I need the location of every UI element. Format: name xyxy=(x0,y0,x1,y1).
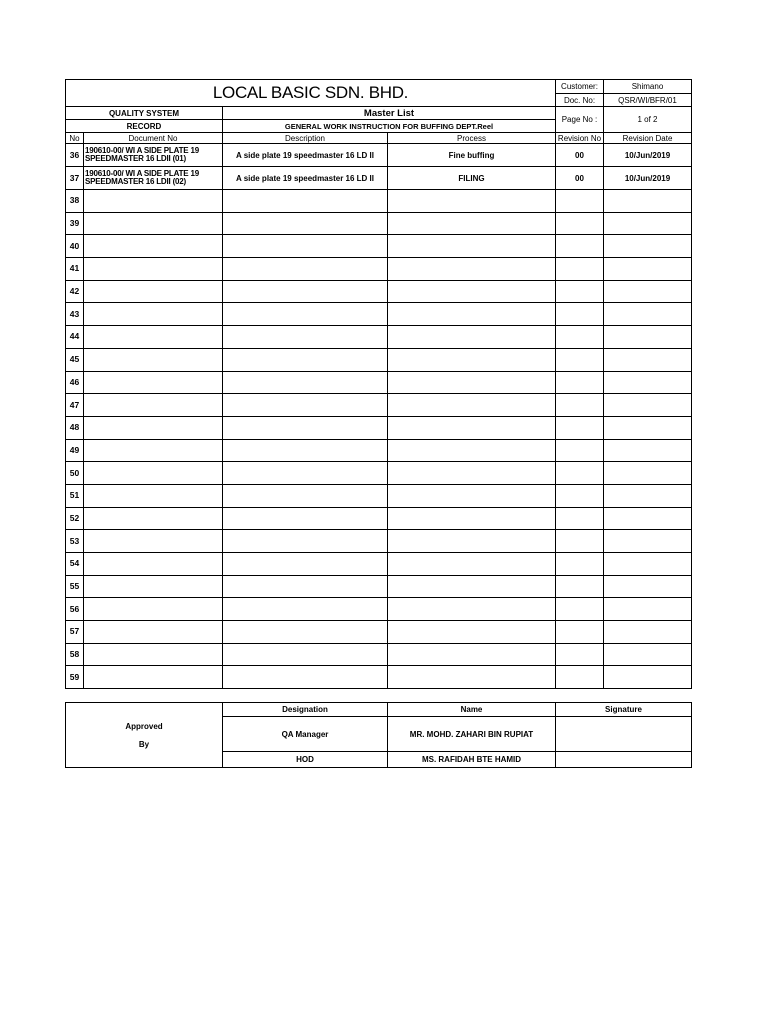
designation-header: Designation xyxy=(223,703,388,717)
table-row xyxy=(66,643,692,666)
table-row xyxy=(66,235,692,258)
document-no-cell[interactable] xyxy=(84,394,223,417)
row-number: 54 xyxy=(66,553,84,576)
process-cell[interactable] xyxy=(388,258,556,281)
process-cell[interactable] xyxy=(388,439,556,462)
document-no-cell[interactable] xyxy=(84,235,223,258)
table-row xyxy=(66,439,692,462)
revision-no-cell[interactable] xyxy=(556,348,604,371)
table-row xyxy=(66,530,692,553)
description-cell[interactable] xyxy=(223,258,388,281)
revision-date-cell: 10/Jun/2019 xyxy=(604,144,692,167)
signature-cell[interactable] xyxy=(556,717,692,752)
process-cell[interactable] xyxy=(388,507,556,530)
document-no-cell[interactable] xyxy=(84,190,223,213)
row-number: 44 xyxy=(66,326,84,349)
company-name: LOCAL BASIC SDN. BHD. xyxy=(66,80,556,107)
col-header-no: No xyxy=(66,133,84,144)
col-header-revision-no: Revision No xyxy=(556,133,604,144)
revision-no-cell[interactable] xyxy=(556,326,604,349)
process-cell: Fine buffing xyxy=(388,144,556,167)
document-no-cell[interactable] xyxy=(84,371,223,394)
revision-date-cell[interactable] xyxy=(604,258,692,281)
revision-date-cell[interactable] xyxy=(604,326,692,349)
table-row xyxy=(66,212,692,235)
record-label: RECORD xyxy=(66,120,223,133)
description-cell[interactable] xyxy=(223,666,388,689)
row-number: 50 xyxy=(66,462,84,485)
revision-no-cell[interactable] xyxy=(556,235,604,258)
document-no-cell[interactable] xyxy=(84,484,223,507)
process-cell[interactable] xyxy=(388,598,556,621)
row-number: 36 xyxy=(66,144,84,167)
col-header-document-no: Document No xyxy=(84,133,223,144)
name-cell: MS. RAFIDAH BTE HAMID xyxy=(388,752,556,768)
col-header-description: Description xyxy=(223,133,388,144)
revision-date-cell[interactable] xyxy=(604,348,692,371)
description-cell[interactable] xyxy=(223,235,388,258)
table-row xyxy=(66,575,692,598)
master-list-sheet xyxy=(65,79,691,689)
name-header: Name xyxy=(388,703,556,717)
revision-date-cell[interactable] xyxy=(604,416,692,439)
revision-no-cell: 00 xyxy=(556,144,604,167)
description-cell[interactable] xyxy=(223,212,388,235)
row-number: 47 xyxy=(66,394,84,417)
revision-date-cell[interactable] xyxy=(604,462,692,485)
description-cell[interactable] xyxy=(223,462,388,485)
table-row xyxy=(66,598,692,621)
signature-header: Signature xyxy=(556,703,692,717)
process-cell[interactable] xyxy=(388,348,556,371)
process-cell[interactable] xyxy=(388,462,556,485)
document-no-cell[interactable] xyxy=(84,416,223,439)
col-header-revision-date: Revision Date xyxy=(604,133,692,144)
master-list-table xyxy=(65,79,692,689)
row-number: 37 xyxy=(66,167,84,190)
description-cell[interactable] xyxy=(223,326,388,349)
designation-cell: HOD xyxy=(223,752,388,768)
process-cell[interactable] xyxy=(388,575,556,598)
revision-no-cell[interactable] xyxy=(556,303,604,326)
revision-date-cell[interactable] xyxy=(604,598,692,621)
revision-date-cell[interactable] xyxy=(604,280,692,303)
description-cell[interactable] xyxy=(223,621,388,644)
document-no-cell xyxy=(84,144,223,167)
row-number: 53 xyxy=(66,530,84,553)
description-cell[interactable] xyxy=(223,348,388,371)
doc-no-label: Doc. No: xyxy=(556,94,604,107)
table-row xyxy=(66,280,692,303)
revision-date-cell[interactable] xyxy=(604,303,692,326)
document-no-line: 190610-00/ WI A SIDE PLATE 19 xyxy=(85,168,199,178)
revision-date-cell[interactable] xyxy=(604,439,692,462)
revision-no-cell[interactable] xyxy=(556,507,604,530)
document-no-line: SPEEDMASTER 16 LDII (01) xyxy=(85,154,187,163)
description-cell[interactable] xyxy=(223,190,388,213)
revision-no-cell[interactable] xyxy=(556,371,604,394)
process-cell[interactable] xyxy=(388,371,556,394)
description-cell[interactable] xyxy=(223,507,388,530)
name-cell: MR. MOHD. ZAHARI BIN RUPIAT xyxy=(388,717,556,752)
row-number: 43 xyxy=(66,303,84,326)
document-no-cell[interactable] xyxy=(84,212,223,235)
revision-no-cell[interactable] xyxy=(556,416,604,439)
signature-cell[interactable] xyxy=(556,752,692,768)
revision-no-cell[interactable] xyxy=(556,190,604,213)
revision-no-cell[interactable] xyxy=(556,530,604,553)
revision-no-cell: 00 xyxy=(556,167,604,190)
revision-date-cell[interactable] xyxy=(604,484,692,507)
description-cell[interactable] xyxy=(223,416,388,439)
table-row xyxy=(66,303,692,326)
designation-cell: QA Manager xyxy=(223,717,388,752)
revision-date-cell[interactable] xyxy=(604,212,692,235)
process-cell[interactable] xyxy=(388,326,556,349)
row-number: 52 xyxy=(66,507,84,530)
process-cell[interactable] xyxy=(388,280,556,303)
revision-date-cell[interactable] xyxy=(604,235,692,258)
master-list-subtitle: GENERAL WORK INSTRUCTION FOR BUFFING DEPT.Reel xyxy=(223,120,556,133)
process-cell[interactable] xyxy=(388,416,556,439)
row-number: 42 xyxy=(66,280,84,303)
table-row xyxy=(66,416,692,439)
table-row xyxy=(66,394,692,417)
revision-date-cell: 10/Jun/2019 xyxy=(604,167,692,190)
revision-no-cell[interactable] xyxy=(556,280,604,303)
revision-date-cell[interactable] xyxy=(604,621,692,644)
page-no-value: 1 of 2 xyxy=(604,107,692,133)
description-cell: A side plate 19 speedmaster 16 LD II xyxy=(223,144,388,167)
row-number: 45 xyxy=(66,348,84,371)
table-row xyxy=(66,348,692,371)
description-cell[interactable] xyxy=(223,553,388,576)
revision-no-cell[interactable] xyxy=(556,212,604,235)
table-row xyxy=(66,507,692,530)
by-text: By xyxy=(138,739,150,749)
revision-no-cell[interactable] xyxy=(556,621,604,644)
revision-date-cell[interactable] xyxy=(604,394,692,417)
row-number: 41 xyxy=(66,258,84,281)
table-row xyxy=(66,553,692,576)
row-number: 59 xyxy=(66,666,84,689)
description-cell[interactable] xyxy=(223,575,388,598)
row-number: 40 xyxy=(66,235,84,258)
document-no-cell[interactable] xyxy=(84,553,223,576)
document-no-cell[interactable] xyxy=(84,462,223,485)
process-cell[interactable] xyxy=(388,190,556,213)
document-no-line: SPEEDMASTER 16 LDII (02) xyxy=(85,177,187,186)
revision-no-cell[interactable] xyxy=(556,643,604,666)
description-cell[interactable] xyxy=(223,530,388,553)
process-cell[interactable] xyxy=(388,303,556,326)
document-no-cell[interactable] xyxy=(84,258,223,281)
master-list-title: Master List xyxy=(223,107,556,120)
revision-date-cell[interactable] xyxy=(604,190,692,213)
revision-date-cell[interactable] xyxy=(604,643,692,666)
document-no-cell[interactable] xyxy=(84,621,223,644)
table-row xyxy=(66,326,692,349)
row-number: 55 xyxy=(66,575,84,598)
row-number: 51 xyxy=(66,484,84,507)
description-cell[interactable] xyxy=(223,643,388,666)
process-cell[interactable] xyxy=(388,484,556,507)
description-cell[interactable] xyxy=(223,280,388,303)
document-no-cell[interactable] xyxy=(84,666,223,689)
revision-no-cell[interactable] xyxy=(556,575,604,598)
description-cell[interactable] xyxy=(223,371,388,394)
description-cell[interactable] xyxy=(223,439,388,462)
revision-date-cell[interactable] xyxy=(604,371,692,394)
customer-value: Shimano xyxy=(604,80,692,94)
revision-date-cell[interactable] xyxy=(604,666,692,689)
process-cell[interactable] xyxy=(388,212,556,235)
row-number: 57 xyxy=(66,621,84,644)
page-no-label: Page No : xyxy=(556,107,604,133)
process-cell[interactable] xyxy=(388,621,556,644)
table-row xyxy=(66,621,692,644)
row-number: 38 xyxy=(66,190,84,213)
description-cell: A side plate 19 speedmaster 16 LD II xyxy=(223,167,388,190)
process-cell[interactable] xyxy=(388,530,556,553)
row-number: 56 xyxy=(66,598,84,621)
revision-no-cell[interactable] xyxy=(556,439,604,462)
row-number: 48 xyxy=(66,416,84,439)
table-row xyxy=(66,167,692,190)
process-cell[interactable] xyxy=(388,553,556,576)
document-no-cell[interactable] xyxy=(84,303,223,326)
document-no-cell[interactable] xyxy=(84,598,223,621)
process-cell[interactable] xyxy=(388,394,556,417)
table-row xyxy=(66,371,692,394)
document-no-cell[interactable] xyxy=(84,439,223,462)
table-row xyxy=(66,144,692,167)
revision-no-cell[interactable] xyxy=(556,484,604,507)
document-no-cell[interactable] xyxy=(84,643,223,666)
document-no-cell[interactable] xyxy=(84,348,223,371)
table-row xyxy=(66,258,692,281)
description-cell[interactable] xyxy=(223,303,388,326)
revision-no-cell[interactable] xyxy=(556,258,604,281)
document-no-line: 190610-00/ WI A SIDE PLATE 19 xyxy=(85,145,199,155)
revision-date-cell[interactable] xyxy=(604,575,692,598)
col-header-process: Process xyxy=(388,133,556,144)
revision-no-cell[interactable] xyxy=(556,462,604,485)
quality-system-label: QUALITY SYSTEM xyxy=(66,107,223,120)
row-number: 39 xyxy=(66,212,84,235)
document-no-cell[interactable] xyxy=(84,530,223,553)
table-row xyxy=(66,666,692,689)
row-number: 46 xyxy=(66,371,84,394)
approved-by-label xyxy=(66,703,223,768)
row-number: 49 xyxy=(66,439,84,462)
description-cell[interactable] xyxy=(223,394,388,417)
row-number: 58 xyxy=(66,643,84,666)
process-cell: FILING xyxy=(388,167,556,190)
revision-date-cell[interactable] xyxy=(604,530,692,553)
doc-no-value: QSR/WI/BFR/01 xyxy=(604,94,692,107)
table-row xyxy=(66,462,692,485)
revision-no-cell[interactable] xyxy=(556,394,604,417)
revision-no-cell[interactable] xyxy=(556,598,604,621)
document-no-cell[interactable] xyxy=(84,575,223,598)
approved-text: Approved xyxy=(125,721,163,731)
revision-no-cell[interactable] xyxy=(556,666,604,689)
customer-label: Customer: xyxy=(556,80,604,94)
approval-table xyxy=(65,702,692,768)
process-cell[interactable] xyxy=(388,235,556,258)
document-no-cell[interactable] xyxy=(84,280,223,303)
document-no-cell xyxy=(84,167,223,190)
revision-date-cell[interactable] xyxy=(604,553,692,576)
revision-no-cell[interactable] xyxy=(556,553,604,576)
description-cell[interactable] xyxy=(223,598,388,621)
document-no-cell[interactable] xyxy=(84,326,223,349)
process-cell[interactable] xyxy=(388,666,556,689)
revision-date-cell[interactable] xyxy=(604,507,692,530)
process-cell[interactable] xyxy=(388,643,556,666)
description-cell[interactable] xyxy=(223,484,388,507)
table-row xyxy=(66,484,692,507)
document-no-cell[interactable] xyxy=(84,507,223,530)
approval-block xyxy=(65,702,691,768)
table-row xyxy=(66,190,692,213)
